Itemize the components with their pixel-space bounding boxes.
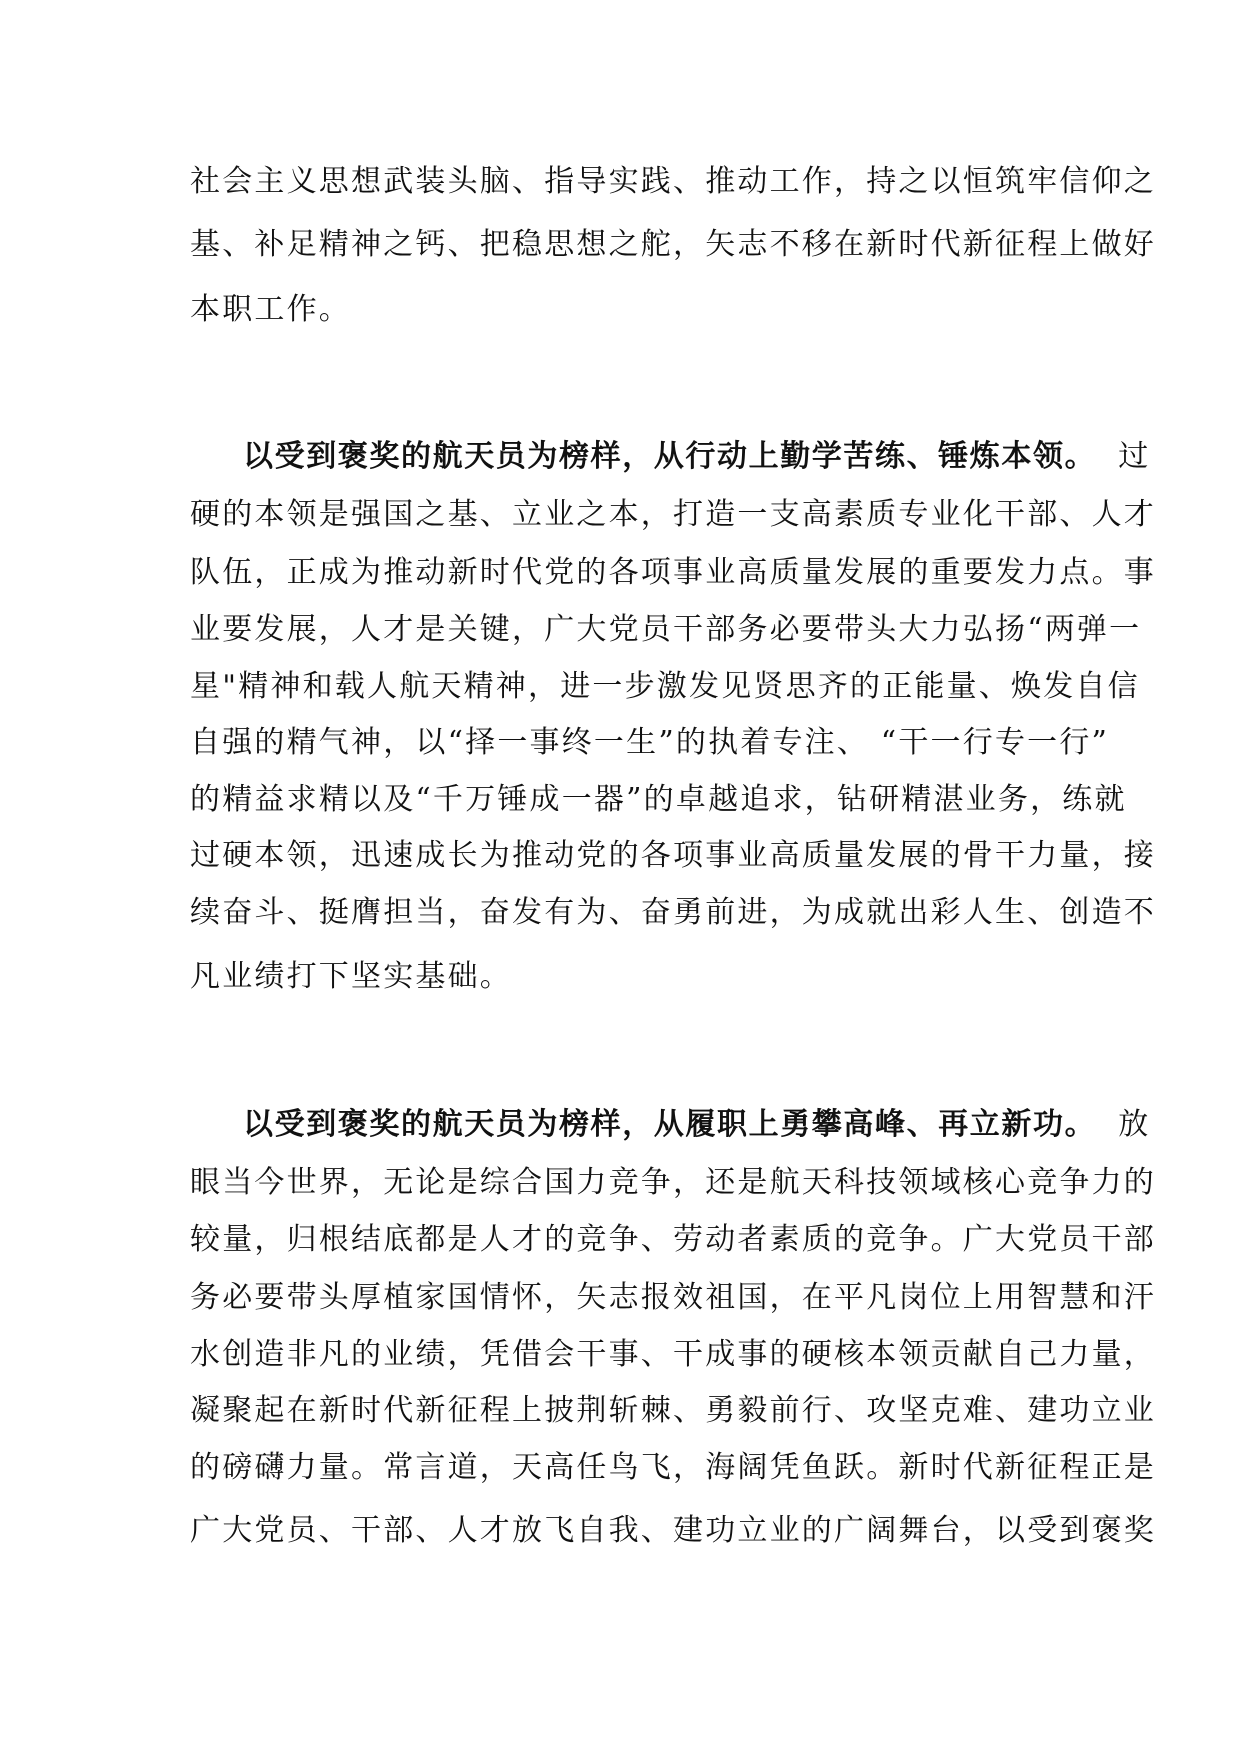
paragraph-1-line-3: 本职工作。 bbox=[190, 292, 351, 327]
paragraph-3-line-6: 的磅礴力量。常言道，天高任鸟飞，海阔凭鱼跃。新时代新征程正是 bbox=[190, 1450, 1156, 1485]
paragraph-2-heading: 以受到褒奖的航天员为榜样，从行动上勤学苦练、锤炼本领。 bbox=[243, 439, 1097, 474]
paragraph-3-heading: 以受到褒奖的航天员为榜样，从履职上勇攀高峰、再立新功。 bbox=[243, 1107, 1097, 1142]
paragraph-2-line-3: 业要发展，人才是关键，广大党员干部务必要带头大力弘扬“两弹一 bbox=[190, 612, 1142, 647]
paragraph-3-line-3: 务必要带头厚植家国情怀，矢志报效祖国，在平凡岗位上用智慧和汗 bbox=[190, 1280, 1156, 1315]
paragraph-2-line-2: 队伍，正成为推动新时代党的各项事业高质量发展的重要发力点。事 bbox=[190, 555, 1156, 590]
paragraph-1-line-2: 基、补足精神之钙、把稳思想之舵，矢志不移在新时代新征程上做好 bbox=[190, 227, 1156, 262]
paragraph-3-line-5: 凝聚起在新时代新征程上披荆斩棘、勇毅前行、攻坚克难、建功立业 bbox=[190, 1393, 1156, 1428]
paragraph-3-line-2: 较量，归根结底都是人才的竞争、劳动者素质的竞争。广大党员干部 bbox=[190, 1222, 1156, 1257]
paragraph-2-line-1: 硬的本领是强国之基、立业之本，打造一支高素质专业化干部、人才 bbox=[190, 497, 1156, 532]
paragraph-3-heading-tail: 放 bbox=[1118, 1107, 1151, 1142]
paragraph-3-line-1: 眼当今世界，无论是综合国力竞争，还是航天科技领域核心竞争力的 bbox=[190, 1165, 1156, 1200]
paragraph-3-line-4: 水创造非凡的业绩，凭借会干事、干成事的硬核本领贡献自己力量， bbox=[190, 1337, 1156, 1372]
paragraph-3-line-7: 广大党员、干部、人才放飞自我、建功立业的广阔舞台，以受到褒奖 bbox=[190, 1513, 1156, 1548]
paragraph-2-line-7: 过硬本领，迅速成长为推动党的各项事业高质量发展的骨干力量，接 bbox=[190, 838, 1156, 873]
paragraph-2-line-4: 星"精神和载人航天精神，进一步激发见贤思齐的正能量、焕发自信 bbox=[190, 669, 1140, 704]
paragraph-2-line-5: 自强的精气神，以“择一事终一生”的执着专注、 “干一行专一行” bbox=[190, 725, 1110, 760]
paragraph-2-first-line bbox=[243, 437, 1151, 477]
paragraph-2-line-6: 的精益求精以及“千万锤成一器”的卓越追求，钻研精湛业务，练就 bbox=[190, 782, 1127, 817]
paragraph-3-first-line bbox=[243, 1105, 1151, 1145]
paragraph-2-line-8: 续奋斗、挺膺担当，奋发有为、奋勇前进，为成就出彩人生、创造不 bbox=[190, 895, 1156, 930]
paragraph-2-line-9: 凡业绩打下坚实基础。 bbox=[190, 959, 512, 994]
paragraph-2-heading-tail: 过 bbox=[1118, 439, 1151, 474]
paragraph-1-line-1: 社会主义思想武装头脑、指导实践、推动工作，持之以恒筑牢信仰之 bbox=[190, 164, 1156, 199]
